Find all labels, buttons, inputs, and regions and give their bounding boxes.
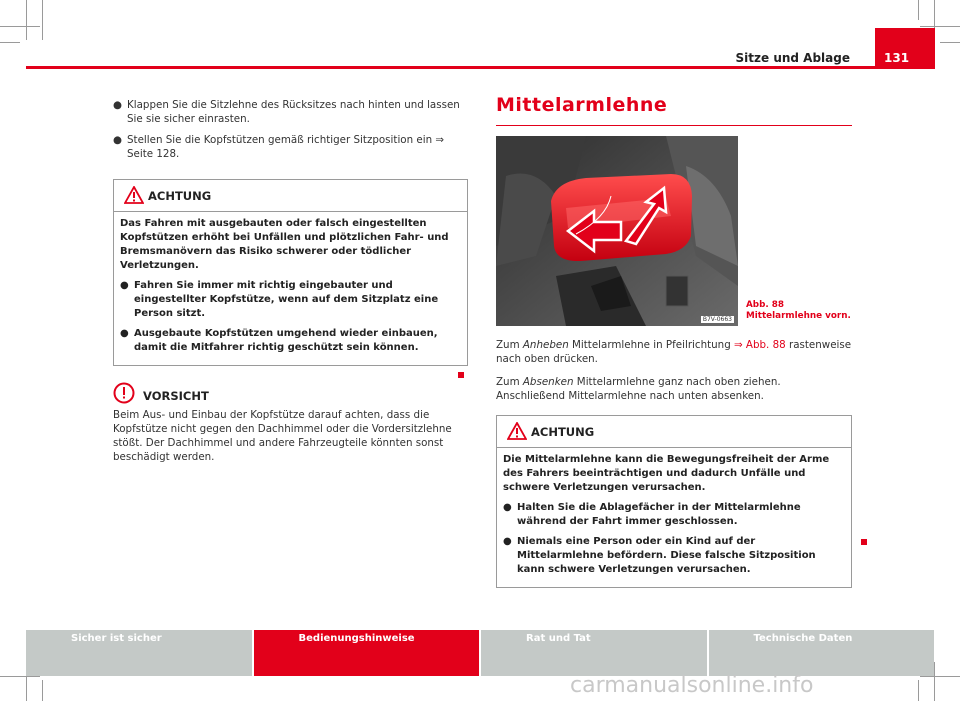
list-item	[503, 535, 845, 577]
emphasis: Absenken	[522, 376, 574, 388]
bullet-icon: ●	[120, 328, 129, 339]
warning-title: ACHTUNG	[531, 425, 595, 439]
running-header-title: Sitze und Ablage	[735, 51, 850, 65]
warning-triangle-icon	[507, 422, 527, 444]
paragraph-raise	[496, 338, 852, 366]
warning-bullet-text: Fahren Sie immer mit richtig eingebauter und eingestellter Kopfstütze, wenn auf dem Sitzplatz eine Person sitzt.	[134, 280, 439, 319]
figure-caption: Abb. 88 Mittelarmlehne vorn.	[746, 300, 851, 321]
page-reference-link[interactable]: ⇒ Seite 128.	[127, 134, 445, 160]
emphasis: Anheben	[522, 339, 569, 351]
chapter-nav	[26, 630, 934, 676]
warning-bullet-text: Halten Sie die Ablagefächer in der Mittelarmlehne während der Fahrt immer geschlossen.	[517, 502, 801, 527]
list-item	[503, 501, 845, 529]
warning-intro: Das Fahren mit ausgebauten oder falsch eingestellten Kopfstützen erhöht bei Unfällen und plötzlichen Fahr- und Bremsmanövern das Risiko schwerer oder tödlicher Verletzungen.	[120, 218, 449, 271]
watermark: carmanualsonline.info	[570, 673, 814, 698]
caution-text: Beim Aus- und Einbau der Kopfstütze darauf achten, dass die Kopfstütze nicht gegen den Dachhimmel oder die Vordersitzlehne stößt. Der Dachhimmel und andere Fahrzeugteile könnten sonst beschädigt werden.	[113, 409, 452, 463]
text: Mittelarmlehne ganz nach oben ziehen. Anschließend Mittelarmlehne nach unten absenken.	[496, 376, 781, 402]
tab-bedienungshinweise[interactable]: Bedienungshinweise	[254, 630, 480, 676]
text: Mittelarmlehne in Pfeilrichtung	[568, 339, 735, 351]
section-title: Mittelarmlehne	[496, 94, 668, 116]
warning-box	[113, 179, 468, 366]
caution-header	[113, 382, 468, 406]
paragraph-lower	[496, 375, 852, 403]
bullet-text: Stellen Sie die Kopfstützen gemäß richtiger Sitzposition ein	[127, 134, 436, 146]
crop-mark	[42, 0, 43, 40]
warning-box	[496, 415, 852, 588]
crop-mark	[0, 42, 20, 43]
figure-reference-link[interactable]: ⇒ Abb. 88	[734, 339, 786, 351]
exclamation-circle-icon	[113, 382, 135, 408]
instructions	[496, 338, 852, 412]
caution-title: VORSICHT	[143, 389, 209, 403]
warning-title: ACHTUNG	[148, 189, 212, 203]
armrest-figure	[496, 136, 738, 326]
crop-mark	[918, 0, 919, 20]
warning-bullet-text: Ausgebaute Kopfstützen umgehend wieder einbauen, damit die Mitfahrer richtig geschützt sein können.	[134, 328, 438, 353]
right-column-header	[496, 94, 852, 126]
bullet-icon: ●	[113, 134, 122, 146]
section-end-marker	[458, 372, 464, 378]
bullet-icon: ●	[113, 99, 122, 111]
text: Zum	[496, 376, 523, 388]
list-item	[120, 327, 461, 355]
warning-header	[114, 180, 467, 212]
list-item	[113, 133, 468, 161]
section-end-marker	[861, 539, 867, 545]
warning-header	[497, 416, 851, 448]
bullet-icon: ●	[503, 536, 512, 547]
bullet-icon: ●	[503, 502, 512, 513]
tab-rat-und-tat[interactable]: Rat und Tat	[481, 630, 707, 676]
crop-mark	[0, 26, 40, 27]
crop-mark	[42, 680, 43, 701]
text: rastenweise nach oben drücken.	[496, 339, 852, 365]
tab-technische-daten[interactable]: Technische Daten	[709, 630, 935, 676]
crop-mark	[934, 662, 935, 701]
figure-code: B7V-0663	[702, 316, 732, 323]
armrest-warning	[496, 415, 852, 588]
list-item	[113, 98, 468, 126]
text: Zum	[496, 339, 523, 351]
crop-mark	[918, 680, 919, 701]
crop-mark	[26, 0, 27, 40]
crop-mark	[920, 26, 960, 27]
bullet-icon: ●	[120, 280, 129, 291]
left-column	[113, 98, 468, 464]
bullet-text: Klappen Sie die Sitzlehne des Rücksitzes nach hinten und lassen Sie sie sicher einrasten.	[127, 99, 460, 125]
page-number: 131	[884, 51, 910, 65]
crop-mark	[0, 676, 40, 677]
tab-sicher-ist-sicher[interactable]: Sicher ist sicher	[26, 630, 252, 676]
warning-triangle-icon	[124, 186, 144, 208]
crop-mark	[940, 42, 960, 43]
list-item	[120, 279, 461, 321]
crop-mark	[920, 676, 960, 677]
warning-bullet-text: Niemals eine Person oder ein Kind auf der Mittelarmlehne befördern. Diese falsche Sitzposition kann schwere Verletzungen verursachen.	[517, 536, 816, 575]
section-title-rule	[496, 125, 852, 126]
warning-intro: Die Mittelarmlehne kann die Bewegungsfreiheit der Arme des Fahrers beeinträchtigen und dadurch Unfälle und schwere Verletzungen verursachen.	[503, 454, 830, 493]
header-rule	[26, 66, 934, 69]
